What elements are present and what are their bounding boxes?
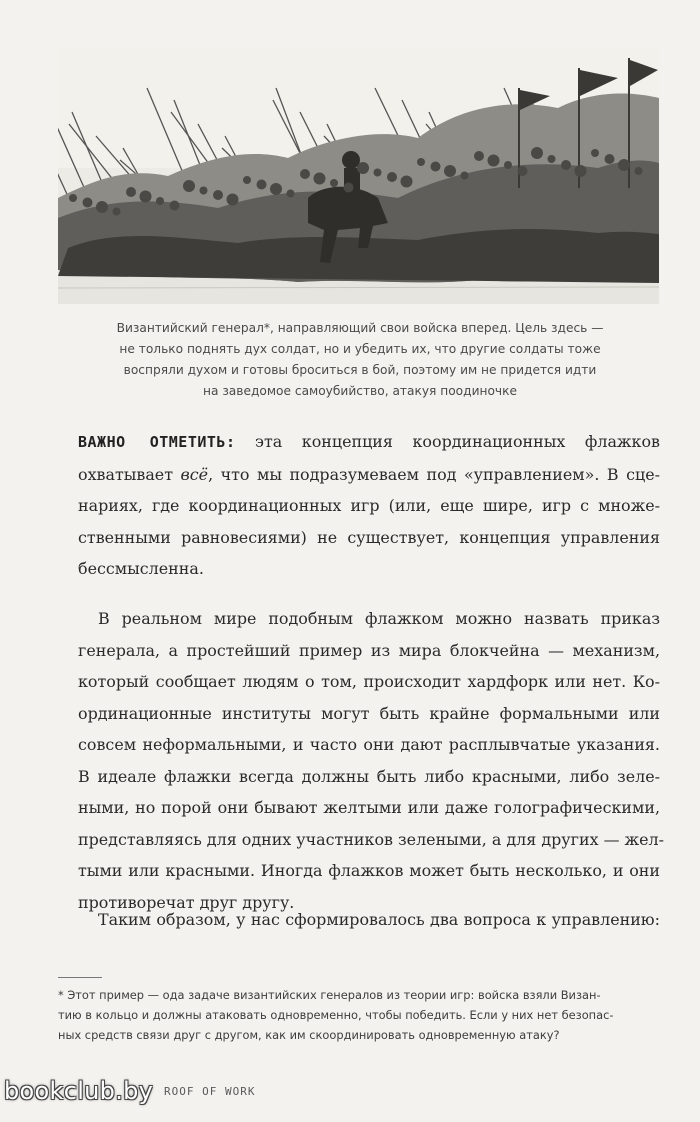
caption-line: не только поднять дух солдат, но и убедить их, что другие солдаты тоже (119, 342, 601, 356)
caption-line: воспряли духом и готовы броситься в бой, поэтому им не придется идти (123, 363, 597, 377)
paragraph-text: , что мы подразумеваем под «управлением». В сце- (208, 464, 660, 484)
paragraph-line: ными, но порой они бывают желтыми или даже голографическими, (78, 798, 660, 817)
paragraph-line: В идеале флажки всегда должны быть либо красными, либо зеле- (78, 766, 660, 786)
paragraph-line: В реальном мире подобным флажком можно назвать приказ (98, 609, 660, 628)
footnote-line: ных средств связи друг с другом, как им скоординировать одновременную атаку? (58, 1028, 560, 1042)
paragraph-line: совсем неформальными, и часто они дают расплывчатые указания. (78, 735, 660, 754)
running-title: ROOF OF WORK (164, 1085, 256, 1098)
site-watermark: bookclub.by (4, 1077, 154, 1105)
paragraph-line: тыми или красными. Иногда флажков может быть несколько, и они (78, 861, 660, 880)
emphasis-text: всё (180, 464, 209, 484)
paragraph-line (78, 459, 660, 491)
paragraph-line: генерала, а простейший пример из мира блокчейна — механизм, (78, 640, 660, 660)
paragraph-text: охватывает (78, 464, 181, 484)
paragraph-text: эта концепция координационных флажков (235, 432, 660, 451)
footnote (58, 985, 658, 1045)
paragraph-line: ординационные институты могут быть крайне формальными или (78, 703, 660, 723)
footnote-divider (58, 977, 102, 978)
footnote-line: * Этот пример — ода задаче византийских генералов из теории игр: войска взяли Визан- (58, 988, 601, 1002)
paragraph-real-world (78, 603, 665, 918)
paragraph-line: бессмысленна. (78, 559, 204, 578)
caption-line: Византийский генерал*, направляющий свои войска вперед. Цель здесь — (116, 321, 604, 335)
paragraph-important-note (78, 426, 660, 585)
image-caption (80, 318, 640, 402)
battle-engraving-image (58, 48, 659, 304)
lead-in-label: ВАЖНО ОТМЕТИТЬ: (78, 433, 236, 451)
paragraph-line: противоречат друг другу. (78, 892, 295, 912)
paragraph-line: ственными равновесиями) не существует, концепция управления (78, 527, 660, 547)
caption-line: на заведомое самоубийство, атакуя поодиночке (203, 384, 517, 398)
paragraph-two-questions (78, 904, 660, 936)
paragraph-line: Таким образом, у нас сформировалось два вопроса к управлению: (98, 910, 660, 929)
paragraph-line (78, 426, 660, 459)
footnote-line: тию в кольцо и должны атаковать одновременно, чтобы победить. Если у них нет безопас- (58, 1008, 614, 1022)
paragraph-line: представляясь для одних участников зелеными, а для других — жел- (78, 829, 665, 849)
paragraph-line: который сообщает людям о том, происходит хардфорк или нет. Ко- (78, 672, 660, 691)
paragraph-line: нариях, где координационных игр (или, еще шире, игр с множе- (78, 496, 660, 515)
